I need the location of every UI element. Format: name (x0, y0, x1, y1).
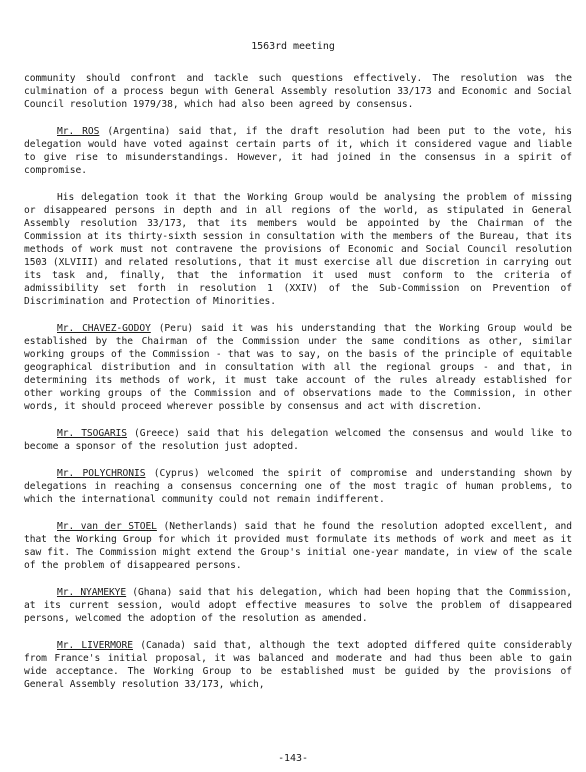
speaker-name: Mr. van der STOEL (57, 521, 157, 532)
page-number: -143- (278, 753, 308, 764)
paragraph-peru (24, 322, 572, 413)
paragraph-text: (Cyprus) welcomed the spirit of compromise and understanding shown by delegations in reaching a consensus concerning one of the most tragic of human problems, to which the international community could not remain indifferent. (24, 468, 572, 505)
paragraph-canada (24, 639, 572, 691)
paragraph-text: (Ghana) said that his delegation, which had been hoping that the Commission, at its current session, would adopt effective measures to solve the problem of disappeared persons, welcomed the adoption of the resolution as amended. (24, 587, 572, 624)
paragraph-text: (Greece) said that his delegation welcomed the consensus and would like to become a sponsor of the resolution just adopted. (24, 428, 572, 452)
speaker-name: Mr. CHAVEZ-GODOY (57, 323, 151, 334)
paragraph-text: His delegation took it that the Working Group would be analysing the problem of missing or disappeared persons in depth and in all regions of the world, as stipulated in General Assembly resolution 33/173, that its members would be appointed by the Chairman of the Commission at its thirty-sixth session in consultation with the members of the Bureau, that its methods of work must not contravene the provisions of Economic and Social Council resolution 1503 (XLVIII) and related resolutions, that it must exercise all due discretion in carrying out its task and, finally, that the information it used must conform to the criteria of admissibility set forth in resolution 1 (XXIV) of the Sub-Commission on Prevention of Discrimination and Protection of Minorities. (24, 192, 572, 307)
paragraph-text: (Canada) said that, although the text adopted differed quite considerably from France's initial proposal, it was balanced and moderate and had thus been able to gain wide acceptance. The Working Group to be established must be guided by the provisions of General Assembly resolution 33/173, which, (24, 640, 572, 690)
paragraph-text: (Peru) said it was his understanding that the Working Group would be established by the Chairman of the Commission under the same conditions as other, similar working groups of the Commission - that was to say, on the basis of the principle of equitable geographical distribution and in consultation with all the regional groups - and that, in determining its methods of work, it must take account of the rules already established for other working groups of the Commission and of observations made to the Commission, in other words, it should proceed wherever possible by consensus and act with discretion. (24, 323, 572, 412)
paragraph-text: (Argentina) said that, if the draft resolution had been put to the vote, his delegation would have voted against certain parts of it, which it considered vague and liable to give rise to misunderstandings. However, it had joined in the consensus in a spirit of compromise. (24, 126, 572, 176)
paragraph-continuation (24, 72, 572, 111)
paragraph-cyprus (24, 467, 572, 506)
document-body (24, 72, 572, 705)
speaker-name: Mr. TSOGARIS (57, 428, 128, 439)
speaker-name: Mr. LIVERMORE (57, 640, 133, 651)
paragraph-greece (24, 427, 572, 453)
speaker-name: Mr. ROS (57, 126, 100, 137)
speaker-name: Mr. POLYCHRONIS (57, 468, 146, 479)
page-header: 1563rd meeting (251, 41, 335, 52)
speaker-name: Mr. NYAMEKYE (57, 587, 127, 598)
paragraph-text: community should confront and tackle such questions effectively. The resolution was the culmination of a process begun with General Assembly resolution 33/173 and Economic and Social Council resolution 1979/38, which had also been agreed by consensus. (24, 73, 572, 110)
paragraph-text: (Netherlands) said that he found the resolution adopted excellent, and that the Working Group for which it provided must formulate its methods of work and meet as it saw fit. The Commission might extend the Group's initial one-year mandate, in view of the scale of the problem of disappeared persons. (24, 521, 572, 571)
paragraph-argentina-2 (24, 191, 572, 308)
paragraph-netherlands (24, 520, 572, 572)
paragraph-ghana (24, 586, 572, 625)
paragraph-argentina (24, 125, 572, 177)
